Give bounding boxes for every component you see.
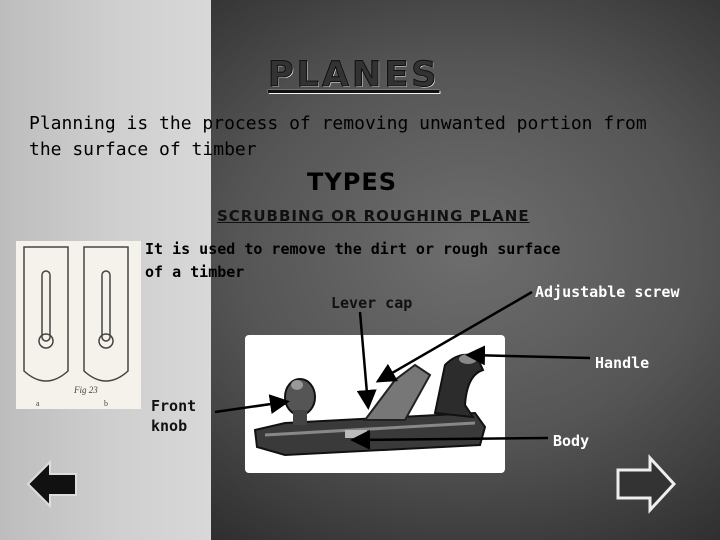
figure-caption: Fig 23 [74, 385, 98, 395]
label-lever-cap: Lever cap [331, 294, 413, 312]
left-arrow-icon[interactable] [28, 462, 76, 506]
label-handle: Handle [595, 354, 650, 372]
right-arrow-icon[interactable] [618, 458, 674, 510]
arrow-front-knob [215, 402, 285, 412]
arrow-body [355, 438, 548, 440]
label-adjustable-screw: Adjustable screw [535, 283, 680, 301]
types-heading: TYPES [307, 168, 398, 196]
arrow-lever-cap [360, 312, 368, 405]
intro-text: Planning is the process of removing unwanted portion from the surface of timber [29, 113, 647, 160]
arrow-handle [470, 355, 590, 358]
arrow-adjustable-screw [380, 292, 532, 380]
plane-subheading: SCRUBBING OR ROUGHING PLANE [217, 207, 530, 225]
label-body: Body [553, 432, 590, 450]
figure-label-a: a [36, 399, 40, 408]
slide-title: PLANES [268, 55, 440, 95]
label-front-knob: Front knob [151, 397, 197, 435]
figure-label-b: b [104, 399, 108, 408]
plane-description: It is used to remove the dirt or rough surface of a timber [145, 240, 561, 281]
